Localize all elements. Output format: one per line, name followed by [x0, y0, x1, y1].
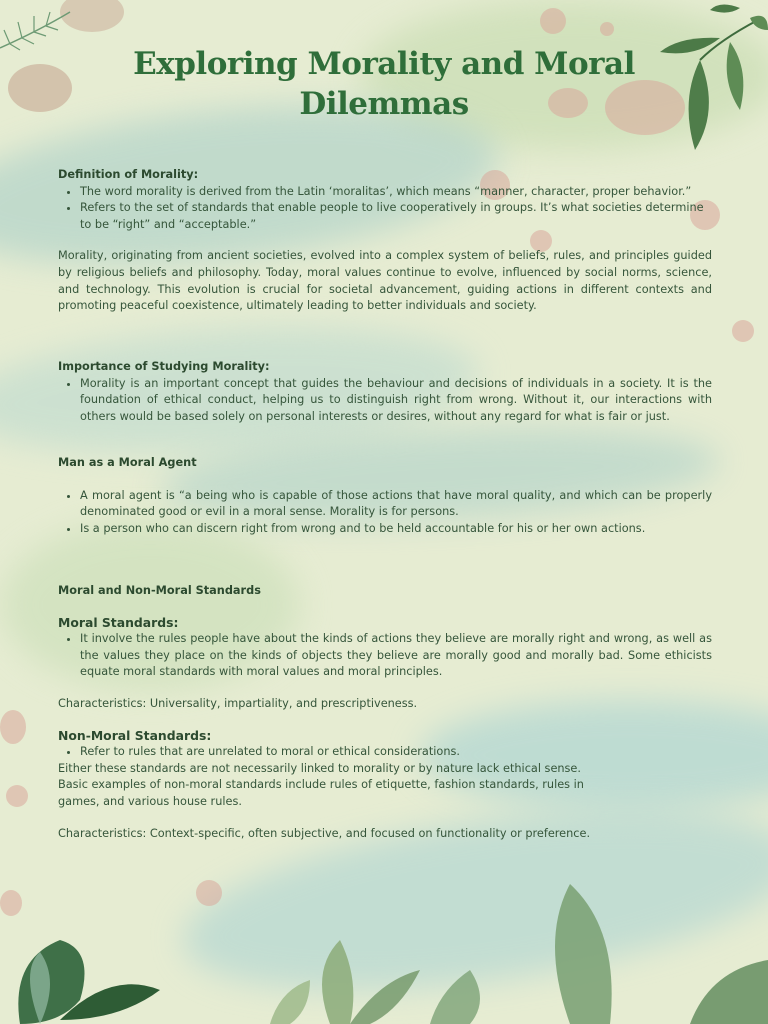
list-item: • Refer to rules that are unrelated to moral or ethical considerations. — [80, 744, 712, 761]
non-moral-standards-heading: Non-Moral Standards: — [58, 727, 212, 743]
moral-agent-list — [58, 488, 712, 538]
non-moral-line: games, and various house rules. — [58, 794, 242, 808]
non-moral-line: Either these standards are not necessarily linked to morality or by nature lack ethical sense. — [58, 761, 581, 775]
leaf-bottom-left-icon — [0, 930, 170, 1024]
definition-section — [58, 167, 712, 315]
non-moral-line: Basic examples of non-moral standards include rules of etiquette, fashion standards, rules in — [58, 778, 584, 792]
standards-heading: Moral and Non-Moral Standards — [58, 584, 261, 597]
moral-standards-list — [58, 631, 712, 681]
definition-heading: Definition of Morality: — [58, 168, 199, 181]
non-moral-standards-list — [58, 744, 712, 761]
definition-list — [58, 184, 712, 234]
list-item: • The word morality is derived from the Latin ‘moralitas’, which means “manner, character, proper behavior.” — [80, 184, 712, 201]
non-moral-characteristics: Characteristics: Context-specific, often subjective, and focused on functionality or preference. — [58, 826, 591, 840]
moral-characteristics: Characteristics: Universality, impartiality, and prescriptiveness. — [58, 696, 418, 710]
moral-agent-section — [58, 455, 712, 537]
moral-standards-heading: Moral Standards: — [58, 614, 179, 630]
page-title: Exploring Morality and Moral Dilemmas — [133, 46, 635, 122]
list-item: • Refers to the set of standards that enable people to live cooperatively in groups. It’s what societies determine to be “right” and “acceptable.” — [80, 200, 712, 233]
definition-paragraph: Morality, originating from ancient societies, evolved into a complex system of beliefs, rules, and principles guided by religious beliefs and philosophy. Today, moral values continue to evolve, influenced by social norms, science, and technology. This evolution is crucial for societal advancement, guiding actions in different contexts and promoting peaceful coexistence, ultimately leading to better individuals and society. — [58, 249, 712, 313]
moral-agent-heading: Man as a Moral Agent — [58, 456, 197, 469]
standards-section — [58, 583, 712, 842]
importance-heading: Importance of Studying Morality: — [58, 360, 270, 373]
leaf-bottom-right-icon — [270, 880, 768, 1024]
importance-section — [58, 359, 712, 425]
list-item: • A moral agent is “a being who is capable of those actions that have moral quality, and which can be properly denominated good or evil in a moral sense. Morality is for persons. — [80, 488, 712, 521]
list-item: • Morality is an important concept that guides the behaviour and decisions of individuals in a society. It is the foundation of ethical conduct, helping us to distinguish right from wrong. Without it, our interactions with others would be based solely on personal interests or desires, without any regard for what is fair or just. — [80, 376, 712, 426]
list-item: • Is a person who can discern right from wrong and to be held accountable for his or her own actions. — [80, 521, 712, 538]
list-item: • It involve the rules people have about the kinds of actions they believe are morally right and wrong, as well as the values they place on the kinds of objects they believe are morally good and morally bad. Some ethicists equate moral standards with moral values and moral principles. — [80, 631, 712, 681]
importance-list — [58, 376, 712, 426]
